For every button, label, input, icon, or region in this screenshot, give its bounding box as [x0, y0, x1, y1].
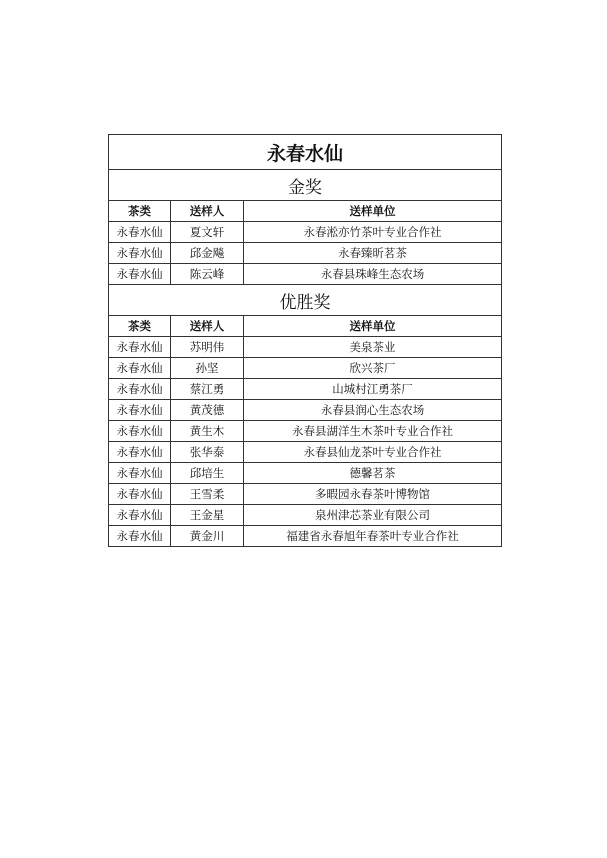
table-row — [109, 400, 502, 421]
cell-category: 永春水仙 — [109, 442, 171, 463]
cell-submitter: 邱金飚 — [171, 243, 244, 264]
cell-category: 永春水仙 — [109, 400, 171, 421]
cell-submitter: 蔡江勇 — [171, 379, 244, 400]
award-table-body — [109, 135, 502, 547]
cell-category: 永春水仙 — [109, 526, 171, 547]
table-row — [109, 505, 502, 526]
column-header-submitter: 送样人 — [171, 316, 244, 337]
cell-unit: 福建省永春旭年春茶叶专业合作社 — [244, 526, 502, 547]
table-title: 永春水仙 — [109, 135, 502, 170]
cell-category: 永春水仙 — [109, 421, 171, 442]
table-row — [109, 337, 502, 358]
column-header-unit: 送样单位 — [244, 316, 502, 337]
cell-submitter: 黄茂德 — [171, 400, 244, 421]
section-heading-row — [109, 285, 502, 316]
cell-category: 永春水仙 — [109, 484, 171, 505]
cell-category: 永春水仙 — [109, 505, 171, 526]
table-row — [109, 264, 502, 285]
table-row — [109, 442, 502, 463]
cell-unit: 永春臻昕茗茶 — [244, 243, 502, 264]
table-row — [109, 379, 502, 400]
cell-submitter: 邱培生 — [171, 463, 244, 484]
section-heading: 优胜奖 — [109, 285, 502, 316]
cell-unit: 永春淞亦竹茶叶专业合作社 — [244, 222, 502, 243]
section-heading-row — [109, 170, 502, 201]
cell-submitter: 王雪柔 — [171, 484, 244, 505]
cell-unit: 山城村江勇茶厂 — [244, 379, 502, 400]
cell-unit: 永春县湖洋生木茶叶专业合作社 — [244, 421, 502, 442]
section-heading: 金奖 — [109, 170, 502, 201]
cell-category: 永春水仙 — [109, 222, 171, 243]
cell-unit: 德馨茗茶 — [244, 463, 502, 484]
cell-unit: 泉州津芯茶业有限公司 — [244, 505, 502, 526]
cell-category: 永春水仙 — [109, 243, 171, 264]
cell-category: 永春水仙 — [109, 379, 171, 400]
cell-category: 永春水仙 — [109, 358, 171, 379]
table-row — [109, 526, 502, 547]
cell-unit: 永春县珠峰生态农场 — [244, 264, 502, 285]
cell-submitter: 黄金川 — [171, 526, 244, 547]
table-row — [109, 358, 502, 379]
column-header-row — [109, 201, 502, 222]
cell-unit: 永春县润心生态农场 — [244, 400, 502, 421]
column-header-category: 茶类 — [109, 201, 171, 222]
cell-submitter: 黄生木 — [171, 421, 244, 442]
table-row — [109, 243, 502, 264]
cell-unit: 多暇园永春茶叶博物馆 — [244, 484, 502, 505]
cell-submitter: 陈云峰 — [171, 264, 244, 285]
cell-submitter: 孙坚 — [171, 358, 244, 379]
award-table — [108, 134, 502, 547]
cell-submitter: 王金星 — [171, 505, 244, 526]
cell-unit: 欣兴茶厂 — [244, 358, 502, 379]
column-header-submitter: 送样人 — [171, 201, 244, 222]
cell-submitter: 苏明伟 — [171, 337, 244, 358]
award-sheet — [108, 134, 502, 547]
cell-category: 永春水仙 — [109, 337, 171, 358]
table-row — [109, 421, 502, 442]
cell-category: 永春水仙 — [109, 463, 171, 484]
column-header-category: 茶类 — [109, 316, 171, 337]
column-header-row — [109, 316, 502, 337]
cell-submitter: 夏文轩 — [171, 222, 244, 243]
cell-unit: 美泉茶业 — [244, 337, 502, 358]
table-row — [109, 463, 502, 484]
column-header-unit: 送样单位 — [244, 201, 502, 222]
title-row — [109, 135, 502, 170]
cell-submitter: 张华泰 — [171, 442, 244, 463]
table-row — [109, 484, 502, 505]
table-row — [109, 222, 502, 243]
cell-unit: 永春县仙龙茶叶专业合作社 — [244, 442, 502, 463]
cell-category: 永春水仙 — [109, 264, 171, 285]
